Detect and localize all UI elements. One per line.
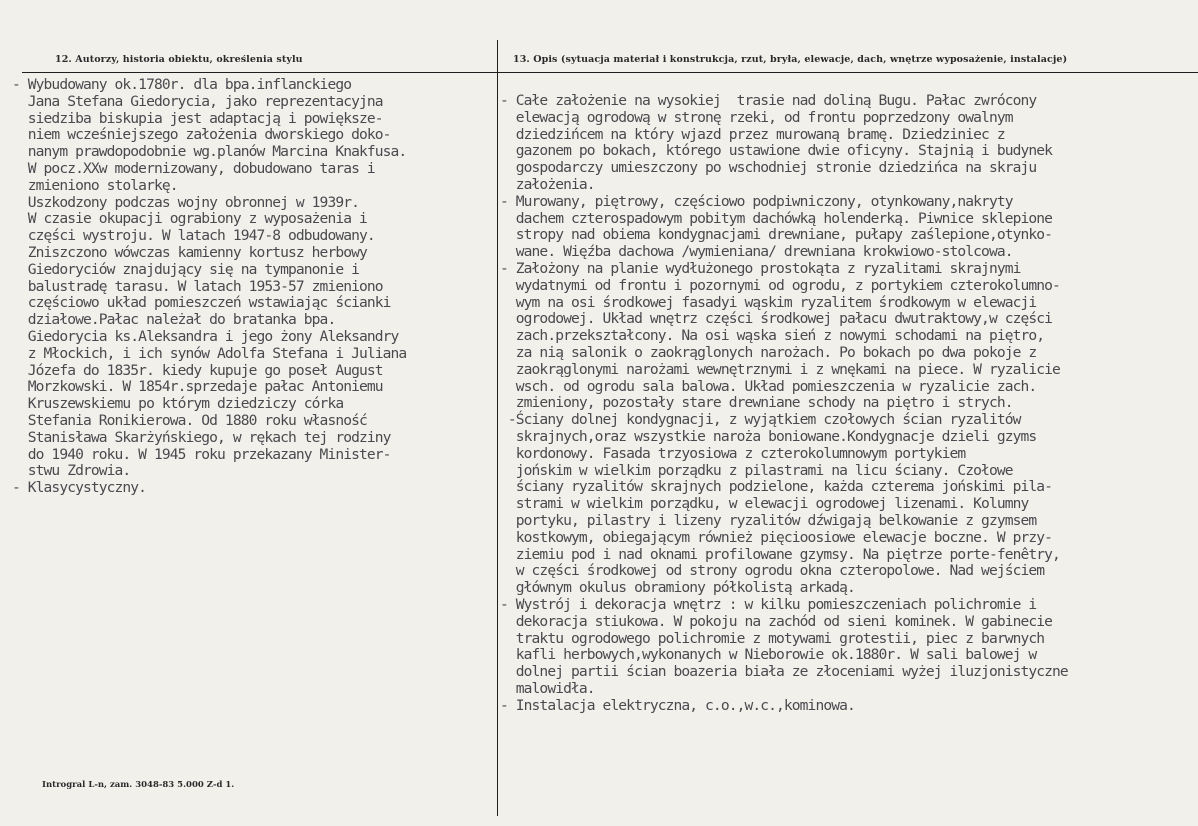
description-text-line: gospodarczy umieszczony po wschodniej stronie dziedzińca na skraju [500,159,1037,177]
history-text-line: W czasie okupacji ograbiony z wyposażenia i [12,210,367,228]
description-text-line: za nią salonik o zaokrąglonych narożach. Po bokach po dwa pokoje z [500,343,1037,361]
column-divider-line [497,40,498,816]
description-text-line: dolnej partii ścian boazeria biała ze złoceniami wyżej iluzjonistyczne [500,663,1068,681]
history-text-column [12,77,497,497]
description-text-line: zach.przekształcony. Na osi wąska sień z nowymi schodami na piętro, [500,327,1045,345]
description-text-line: elewacją ogrodową w stronę rzeki, od frontu poprzedzony owalnym [500,108,1013,126]
history-text-line: Uszkodzony podczas wojny obronnej w 1939r. [12,193,359,211]
history-text-line: działowe.Pałac należał do bratanka bpa. [12,311,336,329]
print-footer: Introgral L-n, zam. 3048-83 5.000 Z-d 1. [42,780,235,790]
header-divider-line [22,72,1198,73]
section-13-header: 13. Opis (sytuacja materiał i konstrukcja, rzut, bryła, elewacje, dach, wnętrze wyposażenie, instalacje) [513,54,1068,65]
description-text-line: wym na osi środkowej fasadyi wąskim ryzalitem środkowym w elewacji [500,293,1037,311]
history-text-line: - Klasycystyczny. [12,479,147,497]
description-text-line: - Całe założenie na wysokiej trasie nad doliną Bugu. Pałac zwrócony [500,92,1037,109]
history-text-line: - Wybudowany ok.1780r. dla bpa.inflanckiego [12,76,352,93]
history-text-line: zmieniono stolarkę. [12,176,178,194]
history-text-line: Stefania Ronikierowa. Od 1880 roku własność [12,411,367,429]
history-text-line: Giedoryciów znajdujący się na tympanonie i [12,260,359,278]
description-text-line: dachem czterospadowym pobitym dachówką holenderką. Piwnice sklepione [500,209,1053,227]
history-text-line: nanym prawdopodobnie wg.planów Marcina Knakfusa. [12,143,407,161]
history-text-line: z Młockich, i ich synów Adolfa Stefana i Juliana [12,344,407,362]
description-text-line: - Założony na planie wydłużonego prostokąta z ryzalitami skrajnymi [500,259,1021,277]
description-text-line: - Wystrój i dekoracja wnętrz : w kilku pomieszczeniach polichromie i [500,595,1037,613]
description-text-line: głównym okulus obramiony półkolistą arkadą. [500,579,855,597]
description-text-line: skrajnych,oraz wszystkie naroża boniowane.Kondygnacje dzieli gzyms [500,427,1037,445]
history-text-line: do 1940 roku. W 1945 roku przekazany Minister- [12,445,391,463]
section-12-header: 12. Autorzy, historia obiektu, określenia stylu [55,54,303,65]
description-text-line: ogrodowej. Układ wnętrz części środkowej pałacu dwutraktowy,w części [500,310,1053,328]
description-text-column [500,93,1195,714]
history-text-line: balustradę tarasu. W latach 1953-57 zmieniono [12,277,383,295]
description-text-line: stropy nad obiema kondygnacjami drewniane, pułapy zaślepione,otynko- [500,226,1053,244]
history-text-line: niem wcześniejszego założenia dworskiego doko- [12,126,391,144]
history-text-line: Kruszewskiemu po którym dziedziczy córka [12,395,344,413]
history-text-line: Zniszczono wówczas kamienny kortusz herbowy [12,243,367,261]
history-text-line: Józefa do 1835r. kiedy kupuje go poseł August [12,361,383,379]
history-text-line: części wystroju. W latach 1947-8 odbudowany. [12,227,375,245]
description-text-line: założenia. [500,175,595,193]
description-text-line: zmieniony, pozostały stare drewniane schody na piętro i strych. [500,394,1013,412]
history-text-line: Morzkowski. W 1854r.sprzedaje pałac Antoniemu [12,378,383,396]
history-text-line: siedziba biskupia jest adaptacją i powiększe- [12,109,383,127]
description-text-line: portyku, pilastry i lizeny ryzalitów dźwigają belkowanie z gzymsem [500,511,1037,529]
description-text-line: -Ściany dolnej kondygnacji, z wyjątkiem czołowych ścian ryzalitów [500,411,1021,429]
description-text-line: gazonem po bokach, którego ustawione dwie oficyny. Stajnią i budynek [500,142,1053,160]
description-text-line: kostkowym, obiegającym również pięcioosiowe elewacje boczne. W przy- [500,528,1053,546]
history-text-line: stwu Zdrowia. [12,462,131,480]
description-text-line: - Instalacja elektryczna, c.o.,w.c.,kominowa. [500,696,855,714]
description-text-line: traktu ogrodowego polichromie z motywami grotestii, piec z barwnych [500,629,1045,647]
description-text-line: wane. Więźba dachowa /wymieniana/ drewniana krokwiowo-stolcowa. [500,243,1013,261]
description-text-line: malowidła. [500,679,595,697]
history-text-line: W pocz.XXw modernizowany, dobudowano taras i [12,159,375,177]
description-text-line: - Murowany, piętrowy, częściowo podpiwniczony, otynkowany,nakryty [500,192,1013,210]
description-text-line: dziedzińcem na który wjazd przez murowaną bramę. Dziedziniec z [500,125,1005,143]
description-text-line: kordonowy. Fasada trzyosiowa z czterokolumnowym portykiem [500,444,966,462]
history-text-line: Stanisława Skarżyńskiego, w rękach tej rodziny [12,428,391,446]
description-text-line: dekoracja stiukowa. W pokoju na zachód od sieni kominek. W gabinecie [500,612,1053,630]
history-text-line: Jana Stefana Giedorycia, jako reprezentacyjna [12,92,383,110]
history-text-line: częściowo układ pomieszczeń wstawiając ścianki [12,294,391,312]
history-text-line: Giedorycia ks.Aleksandra i jego żony Aleksandry [12,327,399,345]
description-text-line: jońskim w wielkim porządku z pilastrami na licu ściany. Czołowe [500,461,1013,479]
description-text-line: ziemiu pod i nad oknami profilowane gzymsy. Na piętrze porte-fenêtry, [500,545,1060,563]
description-text-line: ściany ryzalitów skrajnych podzielone, każda czterema jońskimi pila- [500,478,1053,496]
description-text-line: w części środkowej od strony ogrodu okna czteropolowe. Nad wejściem [500,562,1045,580]
description-text-line: wsch. od ogrodu sala balowa. Układ pomieszczenia w ryzalicie zach. [500,377,1037,395]
description-text-line: strami w wielkim porządku, w elewacji ogrodowej lizenami. Kolumny [500,495,1029,513]
description-text-line: zaokrąglonymi narożami wewnętrznymi i z wnękami na piece. W ryzalicie [500,360,1060,378]
description-text-line: kafli herbowych,wykonanych w Nieborowie ok.1880r. W sali balowej w [500,646,1037,664]
description-text-line: wydatnymi od frontu i pozornymi od ogrodu, z portykiem czterokolumno- [500,276,1060,294]
